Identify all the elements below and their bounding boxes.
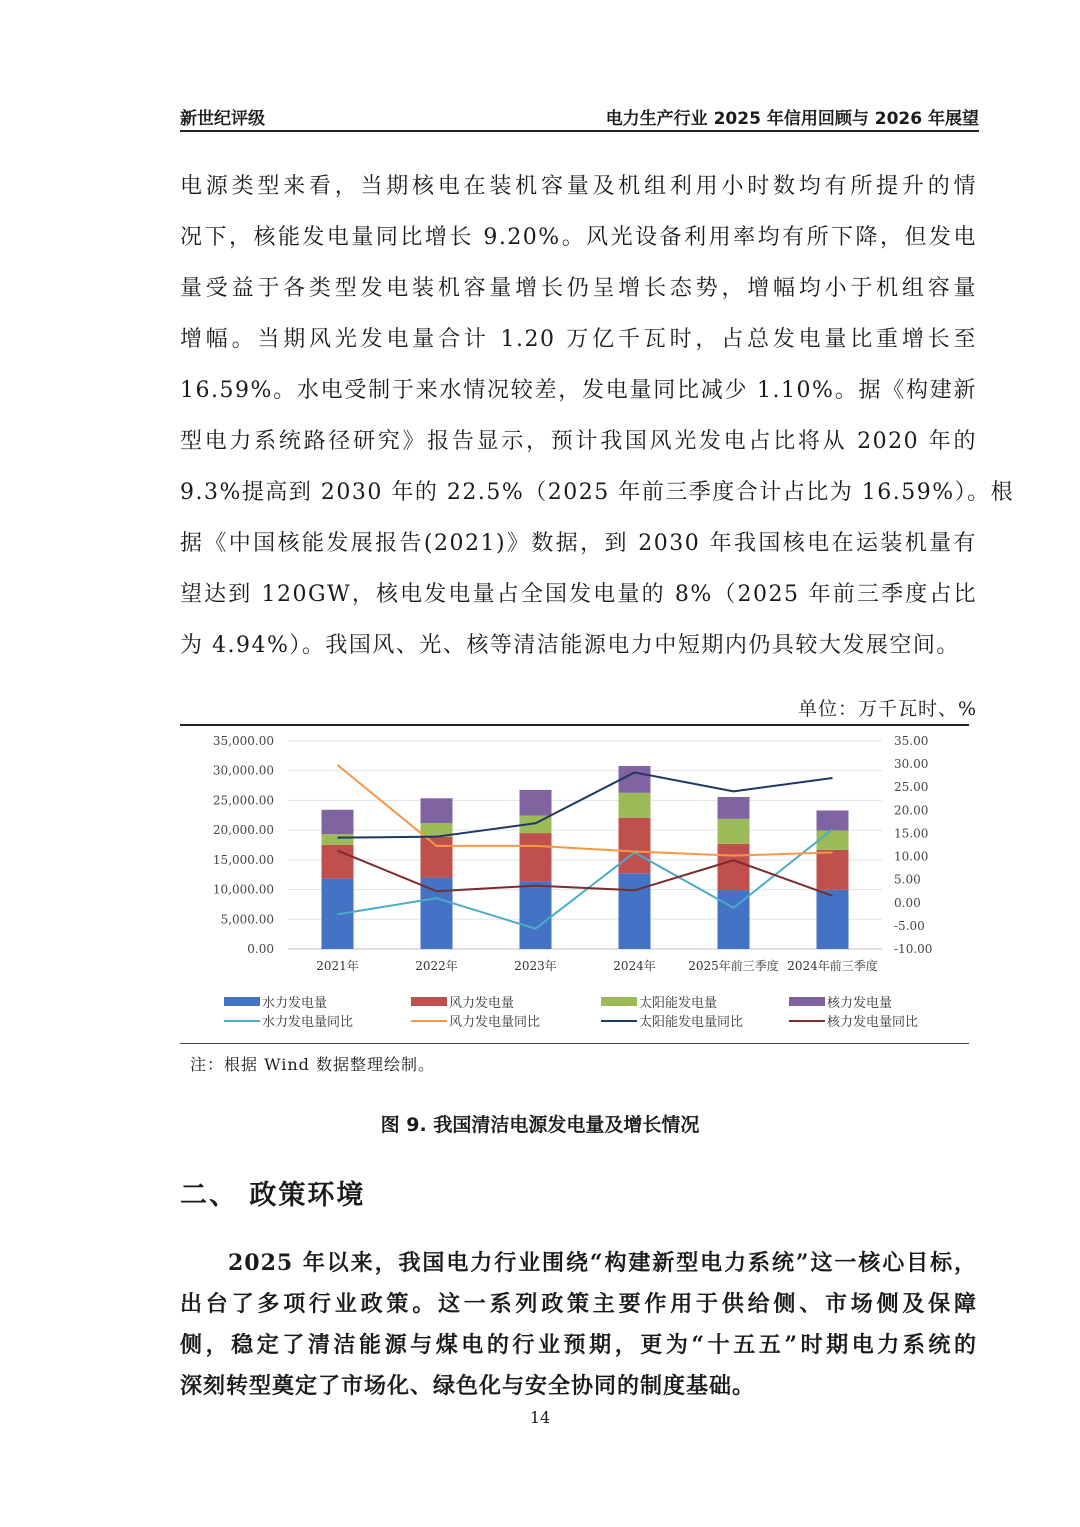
bar-太阳能发电量	[817, 830, 849, 849]
x-tick-label: 2025年前三季度	[688, 959, 779, 973]
bar-水力发电量	[421, 878, 453, 949]
body-paragraph-2	[180, 1243, 977, 1407]
legend-label: 太阳能发电量	[639, 996, 718, 1011]
line-layer	[338, 765, 833, 929]
x-tick-label: 2022年	[415, 959, 458, 973]
y-tick-label: 35,000.00	[212, 734, 274, 748]
x-tick-label: 2024年	[613, 959, 656, 973]
paragraph-line: 望达到 120GW，核电发电量占全国发电量的 8%（2025 年前三季度占比	[180, 582, 977, 607]
y-tick-label: 5,000.00	[220, 912, 274, 927]
paragraph-line: 况下，核能发电量同比增长 9.20%。风光设备利用率均有所下降，但发电	[180, 225, 977, 250]
legend-swatch	[789, 997, 825, 1006]
paragraph-line: 深刻转型奠定了市场化、绿色化与安全协同的制度基础。	[180, 1373, 756, 1399]
figure-caption: 图 9. 我国清洁电源发电量及增长情况	[380, 1114, 700, 1136]
bar-风力发电量	[718, 844, 750, 890]
bar-太阳能发电量	[718, 819, 750, 844]
section-title: 二、 政策环境	[180, 1180, 366, 1211]
bar-太阳能发电量	[322, 834, 354, 845]
x-tick-label: 2024年前三季度	[787, 959, 878, 973]
body-paragraph-1	[180, 161, 1015, 671]
bar-核力发电量	[718, 797, 750, 819]
bar-layer	[322, 766, 849, 949]
clean-energy-chart	[180, 726, 970, 1042]
legend-swatch	[601, 997, 637, 1006]
right-axis	[894, 734, 932, 956]
paragraph-line: 量受益于各类型发电装机容量增长仍呈增长态势，增幅均小于机组容量	[180, 276, 977, 301]
chart-bottom-rule	[180, 1043, 969, 1044]
page-header	[180, 102, 979, 132]
line-风力发电量同比	[338, 765, 833, 856]
legend-label: 风力发电量	[449, 996, 515, 1011]
x-tick-label: 2021年	[316, 959, 359, 973]
y-tick-label: 25,000.00	[212, 793, 274, 808]
bar-核力发电量	[322, 810, 354, 834]
y2-tick-label: 15.00	[894, 826, 929, 841]
line-太阳能发电量同比	[338, 772, 833, 837]
category-axis	[316, 958, 878, 973]
left-axis	[213, 734, 274, 956]
y-tick-label: 20,000.00	[212, 823, 274, 838]
bar-风力发电量	[520, 833, 552, 881]
y2-tick-label: 0.00	[894, 895, 921, 910]
chart-note: 注：根据 Wind 数据整理绘制。	[190, 1055, 436, 1074]
y2-tick-label: -5.00	[894, 918, 925, 933]
y-tick-label: 15,000.00	[212, 852, 274, 867]
bar-风力发电量	[619, 818, 651, 874]
bar-水力发电量	[520, 881, 552, 949]
y2-tick-label: 25.00	[894, 780, 929, 795]
paragraph-line: 2025 年以来，我国电力行业围绕“构建新型电力系统”这一核心目标，	[228, 1250, 977, 1276]
paragraph-line: 为 4.94%）。我国风、光、核等清洁能源电力中短期内仍具较大发展空间。	[180, 633, 960, 658]
paragraph-line: 型电力系统路径研究》报告显示，预计我国风光发电占比将从 2020 年的	[180, 429, 977, 454]
paragraph-line: 电源类型来看，当期核电在装机容量及机组利用小时数均有所提升的情	[180, 174, 977, 199]
bar-核力发电量	[619, 766, 651, 793]
chart-unit-label: 单位：万千瓦时、%	[797, 698, 977, 720]
chart-legend	[224, 995, 918, 1030]
bar-风力发电量	[322, 845, 354, 879]
legend-label: 水力发电量	[262, 996, 328, 1011]
y2-tick-label: 20.00	[894, 803, 929, 818]
legend-swatch	[411, 997, 447, 1006]
bar-核力发电量	[520, 790, 552, 816]
y2-tick-label: 35.00	[894, 734, 929, 748]
legend-label: 水力发电量同比	[262, 1015, 354, 1030]
legend-swatch	[224, 997, 260, 1006]
y2-tick-label: -10.00	[894, 942, 933, 956]
bar-太阳能发电量	[619, 793, 651, 818]
bar-水力发电量	[619, 873, 651, 949]
y2-tick-label: 5.00	[894, 872, 921, 887]
y2-tick-label: 30.00	[894, 757, 929, 772]
bar-风力发电量	[817, 850, 849, 890]
legend-label: 核力发电量同比	[827, 1015, 919, 1030]
paragraph-line: 出台了多项行业政策。这一系列政策主要作用于供给侧、市场侧及保障	[180, 1291, 977, 1317]
y-tick-label: 10,000.00	[212, 882, 274, 897]
paragraph-line: 增幅。当期风光发电量合计 1.20 万亿千瓦时，占总发电量比重增长至	[180, 327, 977, 352]
paragraph-line: 16.59%。水电受制于来水情况较差，发电量同比减少 1.10%。据《构建新	[180, 378, 977, 403]
legend-label: 太阳能发电量同比	[639, 1015, 744, 1030]
y-tick-label: 0.00	[247, 942, 274, 956]
legend-label: 核力发电量	[827, 996, 893, 1011]
legend-label: 风力发电量同比	[449, 1015, 541, 1030]
page-number: 14	[529, 1408, 551, 1427]
bar-核力发电量	[817, 810, 849, 830]
header-org: 新世纪评级	[180, 109, 265, 129]
bar-水力发电量	[817, 890, 849, 949]
x-tick-label: 2023年	[514, 959, 557, 973]
y2-tick-label: 10.00	[894, 849, 929, 864]
paragraph-line: 9.3%提高到 2030 年的 22.5%（2025 年前三季度合计占比为 16.59%）。根	[180, 480, 1015, 505]
grid-layer	[288, 741, 882, 949]
header-report-title: 电力生产行业 2025 年信用回顾与 2026 年展望	[605, 109, 979, 129]
paragraph-line: 侧，稳定了清洁能源与煤电的行业预期，更为“十五五”时期电力系统的	[180, 1332, 977, 1358]
bar-风力发电量	[421, 837, 453, 878]
y-tick-label: 30,000.00	[212, 763, 274, 778]
line-水力发电量同比	[338, 829, 833, 928]
bar-核力发电量	[421, 798, 453, 823]
paragraph-line: 据《中国核能发展报告(2021)》数据，到 2030 年我国核电在运装机量有	[180, 531, 977, 556]
